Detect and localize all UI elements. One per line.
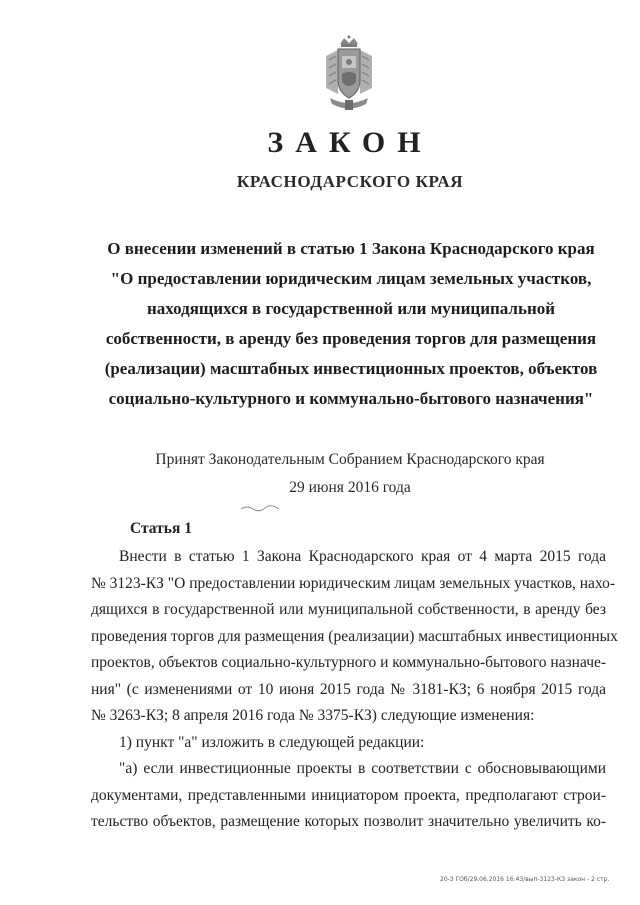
paragraph-line: "а) если инвестиционные проекты в соответствии с обосновывающими — [119, 760, 606, 777]
region-name: КРАСНОДАРСКОГО КРАЯ — [236, 172, 464, 191]
file-footer: 20-3 ГОб/29.06.2016 16:43/вып-3123-КЗ закон - 2 стр. — [440, 876, 610, 883]
heading-line: (реализации) масштабных инвестиционных проектов, объектов — [104, 359, 598, 378]
paragraph-line: тельство объектов, размещение которых позволит значительно увеличить ко- — [91, 813, 606, 830]
heading-line: "О предоставлении юридическим лицам земельных участков, — [110, 269, 592, 288]
heading-line: социально-культурного и коммунально-бытового назначения" — [108, 389, 594, 408]
law-title: ЗАКОН — [267, 126, 433, 159]
paragraph-line: проектов, объектов социально-культурного и коммунально-бытового назначе- — [91, 654, 607, 671]
heading-line: О внесении изменений в статью 1 Закона Краснодарского края — [107, 239, 595, 258]
handwritten-mark-icon — [239, 503, 283, 513]
paragraph-line: 1) пункт "а" изложить в следующей редакции: — [119, 733, 425, 751]
article-title: Статья 1 — [130, 520, 192, 537]
adoption-text: Принят Законодательным Собранием Краснодарского края — [155, 451, 545, 468]
paragraph-line: дящихся в государственной или муниципальной собственности, в аренду без — [91, 601, 606, 618]
article-body — [91, 544, 618, 836]
paragraph-line: № 3263-КЗ; 8 апреля 2016 года № 3375-КЗ) следующие изменения: — [91, 707, 535, 724]
paragraph-line: ния" (с изменениями от 10 июня 2015 года № 3181-КЗ; 6 ноября 2015 года — [91, 680, 606, 698]
paragraph-line: № 3123-КЗ "О предоставлении юридическим лицам земельных участков, нахо- — [91, 574, 616, 592]
heading-line: собственности, в аренду без проведения торгов для размещения — [105, 329, 597, 348]
coat-of-arms-icon — [318, 34, 380, 114]
law-heading — [95, 234, 607, 414]
adoption-date: 29 июня 2016 года — [289, 479, 411, 496]
paragraph-line: Внести в статью 1 Закона Краснодарского края от 4 марта 2015 года — [119, 548, 606, 565]
heading-line: находящихся в государственной или муниципальной — [146, 299, 556, 318]
paragraph-line: проведения торгов для размещения (реализации) масштабных инвестиционных — [91, 627, 618, 645]
paragraph-line: документами, представленными инициатором проекта, предполагают строи- — [91, 786, 606, 804]
adoption-block — [100, 446, 600, 502]
